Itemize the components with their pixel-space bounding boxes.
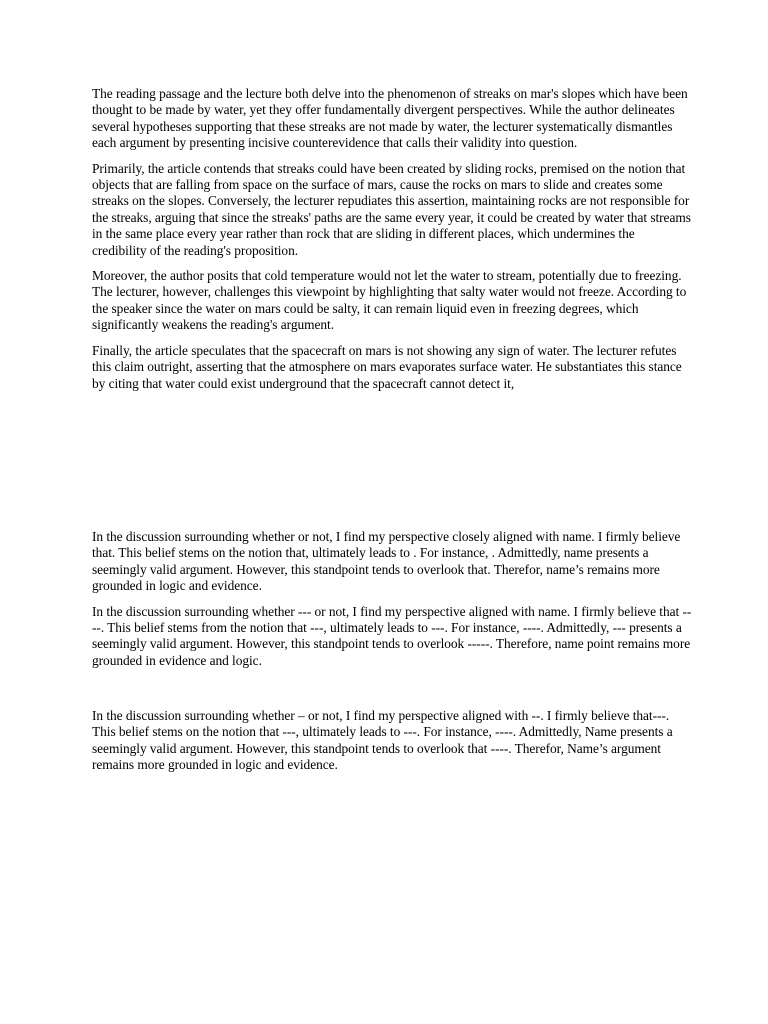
template-section-3 bbox=[92, 708, 692, 783]
paragraph: Primarily, the article contends that streaks could have been created by sliding rocks, premised on the notion that objects that are falling from space on the surface of mars, cause the rocks on mars to slide and creates some streaks on the slopes. Conversely, the lecturer repudiates this assertion, maintaining rocks are not responsible for the streaks, arguing that since the streaks' paths are the same every year, it could be created by water that streams in the same place every year rather than rock that are sliding in different places, which undermines the credibility of the reading's proposition. bbox=[92, 160, 691, 258]
paragraph: Finally, the article speculates that the spacecraft on mars is not showing any sign of water. The lecturer refutes this claim outright, asserting that the atmosphere on mars evaporates surface water. He substantiates this stance by citing that water could exist underground that the spacecraft cannot detect it, bbox=[92, 342, 682, 391]
paragraph: In the discussion surrounding whether – or not, I find my perspective aligned with --. I firmly believe that---. This belief stems on the notion that ---, ultimately leads to ---. For instance, ----. Admittedly, Name presents a seemingly valid argument. However, this standpoint tends to overlook that ----. Therefor, Name’s argument remains more grounded in logic and evidence. bbox=[92, 708, 673, 773]
paragraph: The reading passage and the lecture both delve into the phenomenon of streaks on mar's slopes which have been thought to be made by water, yet they offer fundamentally divergent perspectives. While the author delineates several hypotheses supporting that these streaks are not made by water, the lecturer systematically dismantles each argument by presenting incisive counterevidence that calls their validity into question. bbox=[92, 86, 688, 151]
paragraph: Moreover, the author posits that cold temperature would not let the water to stream, potentially due to freezing. The lecturer, however, challenges this viewpoint by highlighting that salty water would not freeze. According to the speaker since the water on mars could be salty, it can remain liquid even in freezing degrees, which significantly weakens the reading's argument. bbox=[92, 268, 687, 333]
essay-section-1 bbox=[92, 86, 692, 401]
template-section-2 bbox=[92, 529, 692, 678]
paragraph: In the discussion surrounding whether --- or not, I find my perspective aligned with name. I firmly believe that ----. This belief stems from the notion that ---, ultimately leads to ---. For instance, ----. Admittedly, --- presents a seemingly valid argument. However, this standpoint tends to overlook -----. Therefore, name point remains more grounded in evidence and logic. bbox=[92, 603, 692, 668]
paragraph: In the discussion surrounding whether or not, I find my perspective closely aligned with name. I firmly believe that. This belief stems on the notion that, ultimately leads to . For instance, . Admittedly, name presents a seemingly valid argument. However, this standpoint tends to overlook that. Therefor, name’s remains more grounded in logic and evidence. bbox=[92, 529, 681, 594]
